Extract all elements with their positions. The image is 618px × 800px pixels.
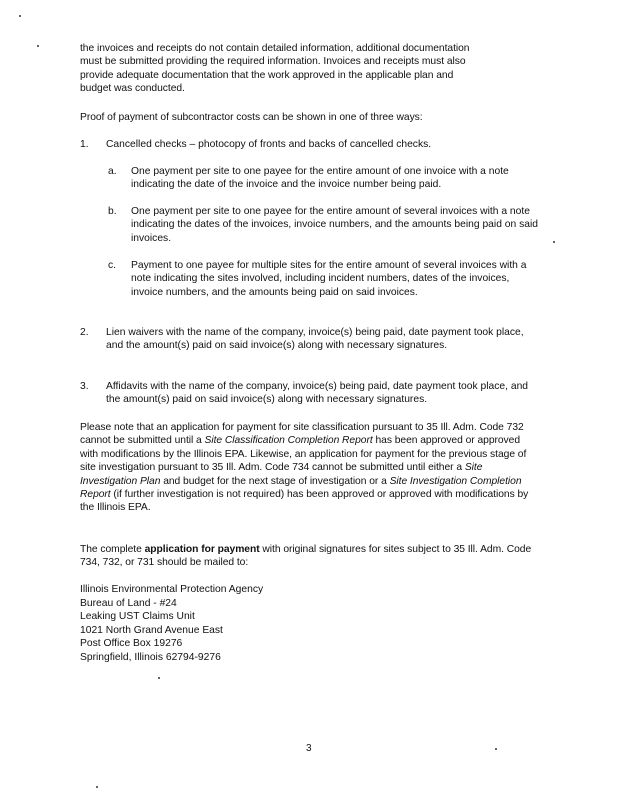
address-line: Bureau of Land - #24 [80,597,177,609]
mailing-address [80,583,263,665]
note-text: and budget for the next stage of investigation or a [160,475,390,487]
mailing-instruction-paragraph [80,543,540,570]
scan-speck [553,241,555,243]
list-number: 1. [80,139,89,150]
note-text: (if further investigation is not required) has been approved or approved with modifications by the Illinois EPA. [80,489,529,514]
list-number: 2. [80,327,89,338]
scan-speck [495,748,497,750]
note-text: Please note that an application for payment for site classification pursuant to 35 Ill. Adm. Code 732 cannot be submitted until a [80,422,524,447]
sublist-letter: b. [108,206,117,217]
sublist-item-text: One payment per site to one payee for the entire amount of one invoice with a note indicating the date of the invoice and the invoice number being paid. [131,166,509,191]
sublist-item-text: One payment per site to one payee for the entire amount of several invoices with a note indicating the dates of the invoices, invoice numbers, and the amounts being paid on said invoices. [131,206,538,244]
mailing-text: The complete [80,544,145,555]
scan-speck [96,786,98,788]
page-number: 3 [306,743,312,754]
sublist-item-text: Payment to one payee for multiple sites for the entire amount of several invoices with a note indicating the sites involved, including incident numbers, dates of the invoices, invoice numbers, and the amounts being paid on said invoices. [131,260,527,298]
scan-speck [37,45,39,47]
mailing-text: with original signatures for sites subject to 35 Ill. Adm. Code 734, 732, or 731 should be mailed to: [80,544,532,569]
list-item-text: Lien waivers with the name of the company, invoice(s) being paid, date payment took place, and the amount(s) paid on said invoice(s) along with necessary signatures. [106,327,524,352]
list-item-text: Cancelled checks – photocopy of fronts and backs of cancelled checks. [106,139,432,150]
address-line: Springfield, Illinois 62794-9276 [80,651,221,663]
list-item-text: Affidavits with the name of the company, invoice(s) being paid, date payment took place, and the amount(s) paid on said invoice(s) along with necessary signatures. [106,381,529,406]
application-for-payment-emphasis: application for payment [144,544,260,555]
sublist-letter: c. [108,260,117,271]
address-line: Post Office Box 19276 [80,638,183,650]
site-investigation-plan-title: Site Investigation Plan [80,462,483,487]
intro-line: budget was conducted. [80,83,185,95]
intro-line: provide adequate documentation that the work approved in the applicable plan and [80,69,454,81]
address-line: Leaking UST Claims Unit [80,611,195,623]
site-classification-report-title: Site Classification Completion Report [204,435,373,447]
intro-paragraph [80,42,540,96]
note-text: has been approved or approved with modifications by the Illinois EPA. Likewise, an application for payment for the previous stage of site investigation pursuant to 35 Ill. Adm. Code 734 cannot be submitted until either a [80,435,527,474]
scan-speck [158,677,160,679]
site-investigation-report-title: Site Investigation Completion Report [80,475,522,501]
address-line: Illinois Environmental Protection Agency [80,584,264,595]
sublist-letter: a. [108,166,117,177]
address-line: 1021 North Grand Avenue East [80,624,223,636]
note-paragraph [80,421,540,515]
list-number: 3. [80,381,89,392]
intro-line: must be submitted providing the required information. Invoices and receipts must also [80,56,466,68]
scan-speck [19,15,21,17]
intro-line: the invoices and receipts do not contain detailed information, additional documentation [80,43,470,54]
proof-heading: Proof of payment of subcontractor costs can be shown in one of three ways: [80,112,423,123]
